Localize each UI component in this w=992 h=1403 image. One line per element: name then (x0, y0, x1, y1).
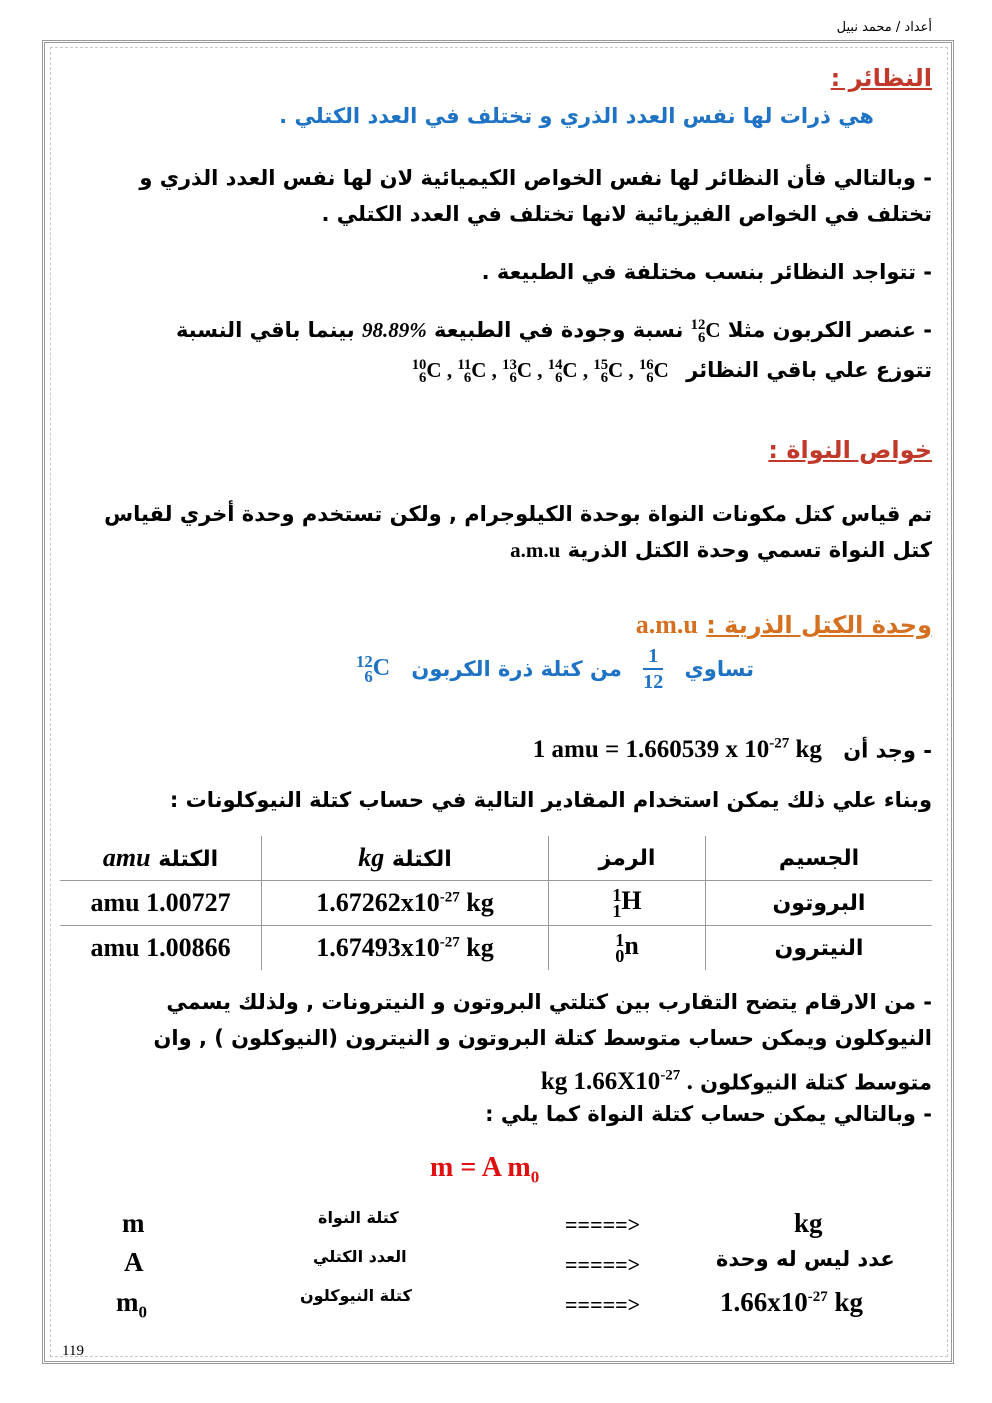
isotope-mass: 14 (547, 356, 563, 373)
isotope-atomic: 6 (463, 370, 472, 387)
equation-unit: kg (795, 736, 822, 764)
row-neutron-symbol (549, 926, 706, 971)
carbon12-mass-2: 12 (355, 651, 373, 671)
row-neutron-kg (262, 926, 549, 971)
summary-arrow: =====> (565, 1292, 641, 1317)
neutron-kg-exp: -27 (439, 934, 460, 951)
nucleus-mass-formula (430, 1152, 539, 1188)
nucleon-line3 (541, 1058, 932, 1100)
isotope-mass: 15 (593, 356, 609, 373)
equation-base: 1 amu = 1.660539 x 10 (532, 736, 770, 764)
carbon12-atomic-2: 6 (364, 667, 373, 686)
summary-sym (116, 1287, 147, 1322)
isotopes-title: النظائر : (830, 64, 932, 92)
amu-definition (356, 646, 754, 692)
nucleon-line2: النيوكلون ويمكن حساب متوسط كتلة البروتون و النيترون (النيوكلون ) , وان (153, 1026, 932, 1050)
proton-sym-mass: 1 (612, 884, 622, 905)
nucleon-line3-text: متوسط كتلة النيوكلون (700, 1070, 932, 1095)
amu-title (636, 610, 932, 640)
amu-def-b: من كتلة ذرة الكربون (411, 657, 622, 681)
proton-kg-unit: kg (466, 888, 494, 917)
equation-exp: -27 (769, 736, 790, 752)
carbon12-symbol-2 (355, 651, 391, 686)
summary-arrow: =====> (565, 1252, 641, 1277)
isotope-letter: C (562, 358, 578, 382)
amu-def-a: تساوي (684, 657, 754, 681)
carbon12-atomic: 6 (697, 330, 706, 347)
isotope-symbol (457, 356, 487, 387)
isotope-symbol (502, 356, 532, 387)
summary-sym-m: m (116, 1287, 139, 1317)
header-mass-amu (60, 836, 262, 881)
nucleus-line2 (510, 532, 932, 568)
isotopes-p1-line2: تختلف في الخواص الفيزيائية لانها تختلف في العدد الكتلي . (321, 202, 932, 226)
isotope-mass: 16 (638, 356, 654, 373)
neutron-kg-base: 1.67493x10 (316, 933, 440, 962)
isotope-letter: C (516, 358, 532, 382)
nucleon-mass-base: 1.66X10 (573, 1068, 661, 1096)
neutron-sym-atomic: 0 (615, 946, 625, 967)
header-symbol: الرمز (549, 836, 706, 881)
page-number: 119 (62, 1343, 84, 1359)
isotope-atomic: 6 (600, 370, 609, 387)
neutron-sym-letter: n (624, 931, 639, 961)
summary-desc: كتلة النواة (318, 1208, 399, 1227)
isotope-atomic: 6 (419, 370, 427, 387)
table-header-row (60, 836, 932, 881)
nucleus-title: خواص النواة : (768, 436, 932, 464)
row-proton-particle: البروتون (706, 881, 933, 926)
table-row (60, 881, 932, 926)
isotope-letter: C (608, 358, 624, 382)
nucleon-mass-value (541, 1068, 693, 1095)
amu-title-text: وحدة الكتل الذرية : (706, 611, 932, 639)
p3-percent: 98.89% (361, 318, 427, 342)
summary-unit: kg (794, 1208, 823, 1238)
nucleus-line2-text: كتل النواة تسمي وحدة الكتل الذرية (567, 538, 932, 562)
table-row (60, 926, 932, 971)
row-proton-kg (262, 881, 549, 926)
amu-found-line (533, 726, 932, 768)
author-header: أعداد / محمد نبيل (836, 20, 932, 35)
isotope-symbol (638, 356, 669, 387)
p3-text-b: نسبة وجودة في الطبيعة (434, 318, 684, 342)
proton-kg-base: 1.67262x10 (316, 888, 440, 917)
carbon12-letter-2: C (372, 654, 391, 681)
fraction-denominator: 12 (643, 671, 664, 693)
based-on-line: وبناء علي ذلك يمكن استخدام المقادير التالية في حساب كتلة النيوكلونات : (169, 788, 932, 812)
header-mass-kg-text: الكتلة (391, 847, 452, 872)
summary-desc: كتلة النيوكلون (300, 1286, 412, 1305)
neutron-sym-mass: 1 (615, 929, 625, 950)
nucleon-mass-exp: -27 (660, 1068, 681, 1084)
isotope-atomic: 6 (509, 370, 517, 387)
proton-sym-letter: H (621, 886, 642, 916)
formula-sub: 0 (530, 1167, 540, 1187)
amu-equation (533, 736, 822, 763)
carbon12-letter: C (705, 318, 721, 342)
formula-text: m = A m (430, 1152, 531, 1183)
amu-fraction (643, 646, 663, 692)
summary-arrow: =====> (565, 1212, 641, 1237)
row-proton-amu: 1.00727 amu (60, 881, 262, 926)
isotope-symbol (547, 356, 578, 387)
summary-unit-exp: -27 (807, 1289, 828, 1305)
isotope-mass: 11 (457, 356, 472, 373)
nucleus-amu: a.m.u (510, 538, 561, 562)
carbon12-symbol (690, 316, 721, 347)
p3-line2-text: تتوزع علي باقي النظائر (686, 358, 932, 382)
isotope-letter: C (653, 358, 669, 382)
nucleon-line3-end: . (686, 1068, 693, 1096)
neutron-kg-unit: kg (466, 933, 494, 962)
row-neutron-particle: النيترون (706, 926, 933, 971)
p3-text-a: - عنصر الكربون مثلا (727, 318, 932, 342)
summary-sym: A (124, 1247, 144, 1277)
isotope-letter: C (426, 358, 442, 382)
isotope-letter: C (471, 358, 487, 382)
row-proton-symbol (549, 881, 706, 926)
nucleon-line1: - من الارقام يتضح التقارب بين كتلتي البروتون و النيترونات , ولذلك يسمي (166, 990, 932, 1014)
isotope-symbol (411, 356, 442, 387)
summary-unit-base: 1.66x10 (720, 1287, 808, 1317)
isotopes-p3-line2 (412, 352, 932, 388)
summary-desc: العدد الكتلي (313, 1247, 407, 1266)
found-label: - وجد أن (843, 738, 932, 763)
header-amu-unit: amu (102, 843, 151, 872)
isotopes-p2: - تتواجد النظائر بنسب مختلفة في الطبيعة . (481, 260, 932, 284)
row-neutron-amu: 1.00866 amu (60, 926, 262, 971)
summary-unit (720, 1287, 863, 1318)
other-isotopes-list: 10 6 C , 11 6 C , 13 6 C , 14 6 C , 15 6 C , 16 6 C (411, 356, 669, 387)
carbon12-mass: 12 (690, 316, 706, 333)
isotopes-definition: هي ذرات لها نفس العدد الذري و تختلف في العدد الكتلي . (279, 104, 874, 128)
isotope-mass: 10 (411, 356, 427, 373)
nucleon-line4: - وبالتالي يمكن حساب كتلة النواة كما يلي : (485, 1102, 932, 1126)
header-kg-unit: kg (358, 843, 385, 872)
summary-sym: m (122, 1208, 145, 1238)
nucleon-mass-table (60, 836, 932, 970)
isotope-mass: 13 (502, 356, 517, 373)
isotope-symbol (593, 356, 624, 387)
proton-kg-exp: -27 (439, 889, 460, 906)
p3-text-c: بينما باقي النسبة (175, 318, 355, 342)
isotopes-p3-line1 (176, 312, 932, 348)
isotope-atomic: 6 (646, 370, 654, 387)
nucleon-mass-unit: kg (540, 1068, 568, 1096)
header-mass-amu-text: الكتلة (158, 847, 219, 872)
summary-sym-sub: 0 (138, 1302, 147, 1322)
proton-sym-atomic: 1 (612, 901, 622, 922)
header-particle: الجسيم (706, 836, 933, 881)
isotope-atomic: 6 (555, 370, 563, 387)
isotopes-p1-line1: - وبالتالي فأن النظائر لها نفس الخواص الكيميائية لان لها نفس العدد الذري و (139, 166, 932, 190)
header-mass-kg (262, 836, 549, 881)
summary-unit: عدد ليس له وحدة (716, 1247, 895, 1271)
amu-title-unit: a.m.u (635, 610, 698, 639)
fraction-numerator: 1 (643, 646, 663, 670)
nucleus-line1: تم قياس كتل مكونات النواة بوحدة الكيلوجرام , ولكن تستخدم وحدة أخري لقياس (104, 502, 932, 526)
summary-unit-kg: kg (834, 1287, 864, 1317)
